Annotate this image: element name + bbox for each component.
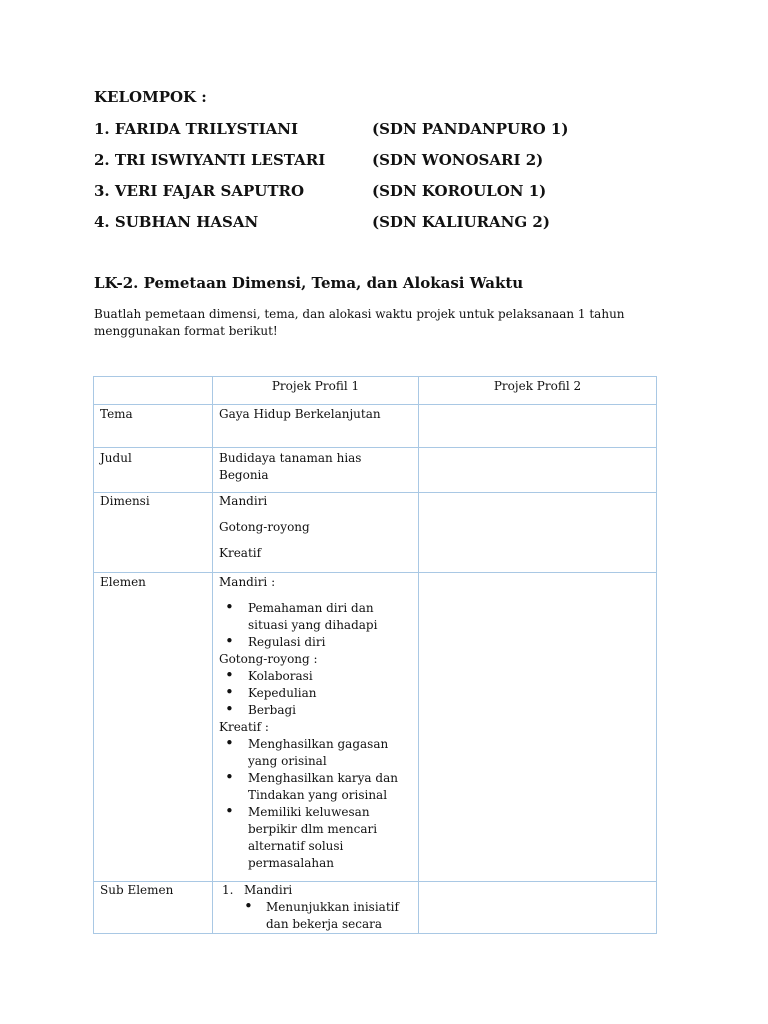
- header-projek-2: Projek Profil 2: [419, 377, 657, 405]
- list-item: • Regulasi diri: [219, 634, 412, 651]
- table-row: [94, 405, 657, 448]
- row-label-sub-elemen: Sub Elemen: [94, 882, 213, 934]
- sub-elemen-list: [219, 899, 412, 933]
- member-school: (SDN KALIURANG 2): [372, 213, 550, 231]
- table-row: [94, 882, 657, 934]
- row-label-judul: Judul: [94, 448, 213, 493]
- table-row: [94, 573, 657, 882]
- instruction-text: Buatlah pemetaan dimensi, tema, dan alokasi waktu projek untuk pelaksanaan 1 tahun menggunakan format berikut!: [94, 307, 625, 338]
- member-school: (SDN KOROULON 1): [372, 182, 547, 200]
- sub-elemen-projek-1: [213, 882, 419, 934]
- elemen-list: [219, 736, 412, 872]
- list-item: • Menunjukkan inisiatif dan bekerja secara: [219, 899, 412, 933]
- section-heading: LK-2. Pemetaan Dimensi, Tema, dan Alokasi Waktu: [94, 274, 524, 292]
- sub-elemen-projek-2: [419, 882, 657, 934]
- elemen-group-title: Kreatif :: [219, 720, 269, 734]
- elemen-group-title: Mandiri :: [219, 575, 276, 589]
- tema-projek-1: Gaya Hidup Berkelanjutan: [213, 405, 419, 448]
- member-name: 1. FARIDA TRILYSTIANI: [94, 120, 298, 138]
- dimensi-projek-2: [419, 493, 657, 573]
- member-name: 4. SUBHAN HASAN: [94, 213, 259, 231]
- mapping-table: [93, 376, 657, 934]
- row-label-elemen: Elemen: [94, 573, 213, 882]
- dimensi-item: Gotong-royong: [219, 520, 310, 534]
- tema-projek-2: [419, 405, 657, 448]
- elemen-projek-1: [213, 573, 419, 882]
- list-item: • Berbagi: [219, 702, 412, 719]
- member-row: [94, 120, 614, 142]
- list-item: • Menghasilkan karya dan Tindakan yang orisinal: [219, 770, 412, 804]
- member-row: [94, 182, 614, 204]
- judul-projek-2: [419, 448, 657, 493]
- row-label-tema: Tema: [94, 405, 213, 448]
- list-item: • Pemahaman diri dan situasi yang dihadapi: [219, 600, 412, 634]
- member-school: (SDN WONOSARI 2): [372, 151, 544, 169]
- list-item: • Kepedulian: [219, 685, 412, 702]
- header-empty: [94, 377, 213, 405]
- elemen-projek-2: [419, 573, 657, 882]
- table-row: [94, 448, 657, 493]
- list-item: • Menghasilkan gagasan yang orisinal: [219, 736, 412, 770]
- row-label-dimensi: Dimensi: [94, 493, 213, 573]
- elemen-list: [219, 668, 412, 719]
- member-row: [94, 213, 614, 235]
- member-name: 3. VERI FAJAR SAPUTRO: [94, 182, 305, 200]
- member-name: 2. TRI ISWIYANTI LESTARI: [94, 151, 326, 169]
- list-item: • Kolaborasi: [219, 668, 412, 685]
- member-row: [94, 151, 614, 173]
- elemen-group-title: Gotong-royong :: [219, 652, 318, 666]
- elemen-list: [219, 600, 412, 651]
- header-projek-1: Projek Profil 1: [213, 377, 419, 405]
- dimensi-item: Kreatif: [219, 546, 262, 560]
- sub-elemen-numbered-item: 1. Mandiri: [222, 883, 293, 897]
- dimensi-projek-1: [213, 493, 419, 573]
- table-header-row: [94, 377, 657, 405]
- dimensi-item: Mandiri: [219, 494, 268, 508]
- group-title: KELOMPOK :: [94, 88, 207, 106]
- list-item: • Memiliki keluwesan berpikir dlm mencari alternatif solusi permasalahan: [219, 804, 412, 872]
- table-row: [94, 493, 657, 573]
- member-school: (SDN PANDANPURO 1): [372, 120, 569, 138]
- judul-projek-1: Budidaya tanaman hias Begonia: [213, 448, 419, 493]
